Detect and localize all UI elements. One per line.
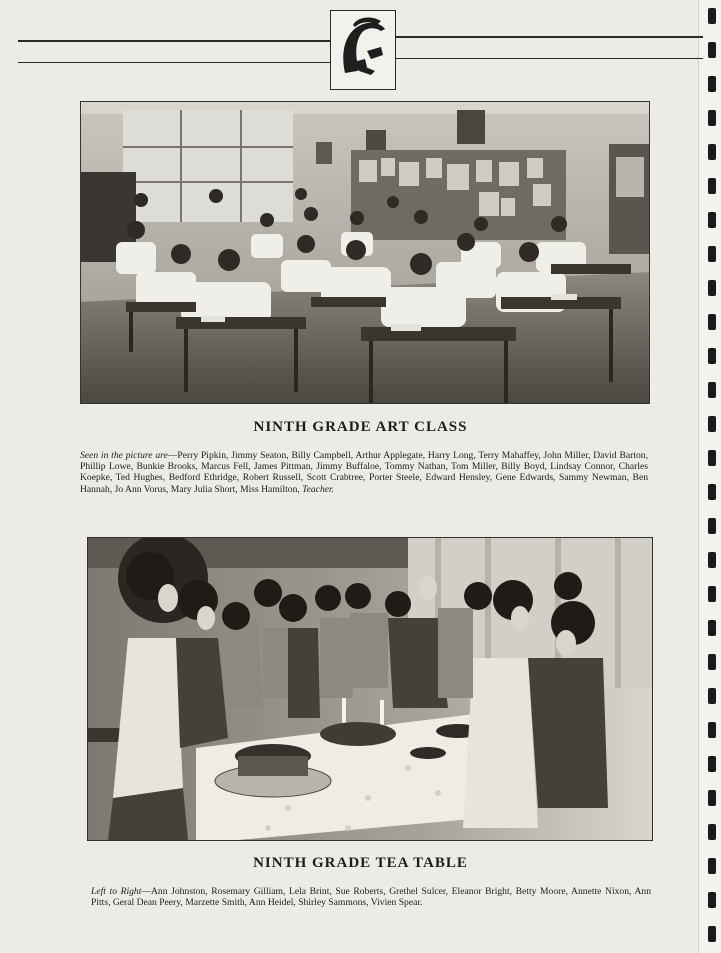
tea-table-photo bbox=[87, 537, 653, 841]
spiral-binding bbox=[698, 0, 721, 953]
header-rule-left-bottom bbox=[18, 62, 330, 63]
art-class-title: NINTH GRADE ART CLASS bbox=[253, 419, 468, 435]
art-class-photo bbox=[80, 101, 650, 404]
header-rule-right-top bbox=[395, 36, 703, 38]
tea-table-caption bbox=[91, 886, 651, 908]
header-rule-left-top bbox=[18, 40, 330, 42]
art-class-caption-lead: Seen in the picture are bbox=[80, 450, 168, 461]
tea-table-title: NINTH GRADE TEA TABLE bbox=[253, 855, 468, 871]
art-class-teacher: Teacher. bbox=[302, 483, 335, 495]
tea-table-caption-lead: Left to Right bbox=[91, 886, 142, 897]
header-rule-right-bottom bbox=[395, 58, 703, 59]
art-class-names: —Perry Pipkin, Jimmy Seaton, Billy Campbell, Arthur Applegate, Harry Long, Terry Mahaffey, John Miller, David Barton, Phillip Lowe, Bunkie Brooks, Marcus Fell, James Pittman, Jimmy Buffaloe, Tommy Nathan, Tom Miller, Billy Boyd, Lindsay Connor, Charles Koepke, Ted Hughes, Bedford Ethridge, Robert Russell, Scott Crabtree, Porter Steele, Edward Hensley, Gene Edwards, Sammy Newman, Ben Hannah, Jo Ann Vorus, Mary Julia Short, Miss Hamilton, bbox=[80, 450, 648, 495]
tea-table-names: —Ann Johnston, Rosemary Gilliam, Lela Brint, Sue Roberts, Grethel Sulcer, Eleanor Bright, Betty Moore, Annette Nixon, Ann Pitts, Geral Dean Peery, Marzette Smith, Ann Heidel, Shirley Sammons, Vivien Spear. bbox=[91, 886, 651, 909]
art-class-caption bbox=[80, 450, 648, 495]
trojan-helmet-icon bbox=[330, 10, 396, 90]
